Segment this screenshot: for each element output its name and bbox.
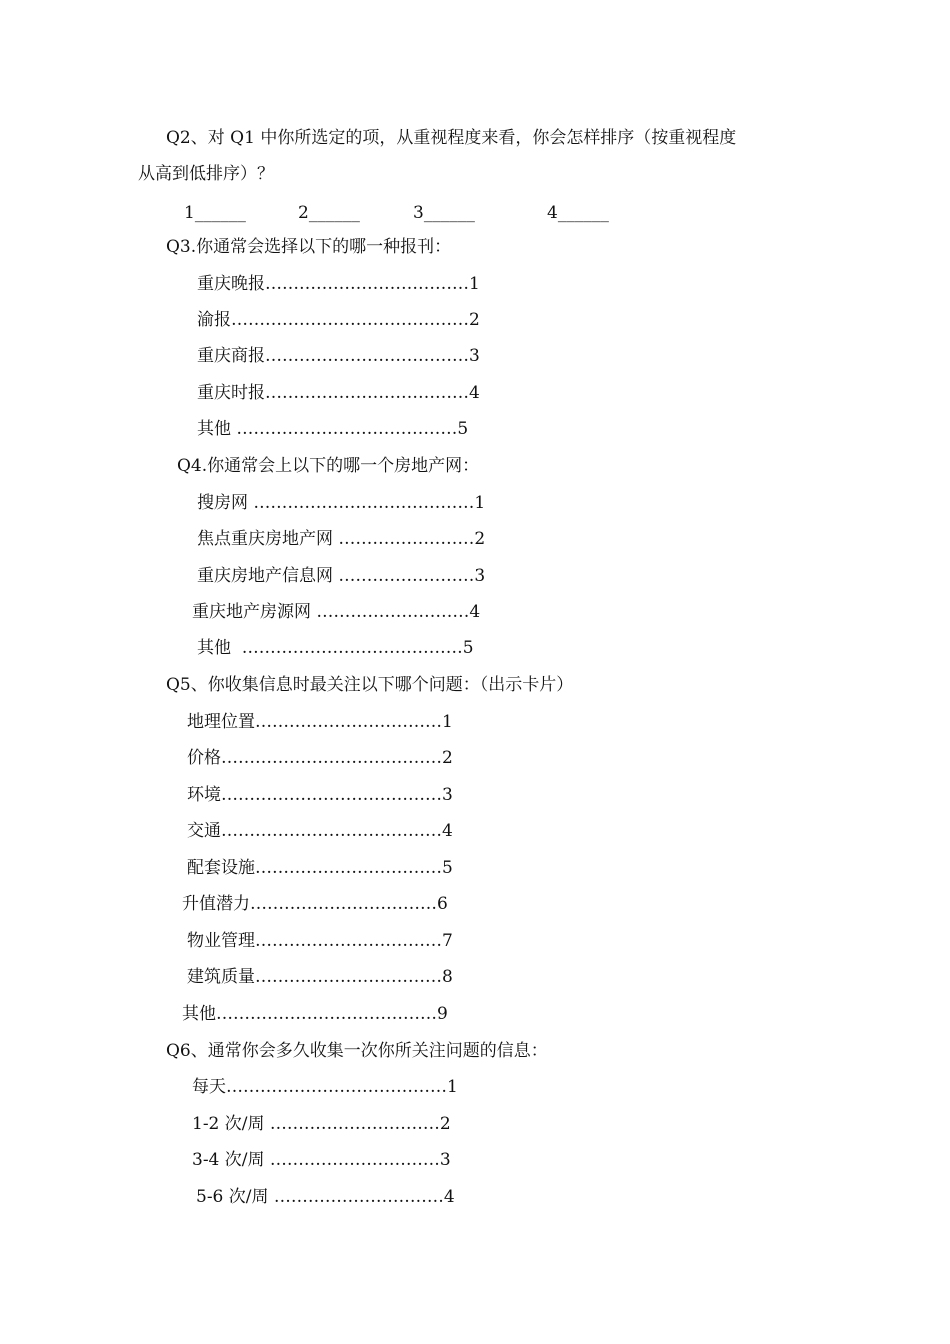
q6-option[interactable]: 3-4 次/周 …………………………3	[192, 1150, 451, 1170]
q6-option[interactable]: 1-2 次/周 …………………………2	[192, 1114, 451, 1134]
q4-option[interactable]: 重庆地产房源网 ………………………4	[192, 602, 481, 622]
q4-option[interactable]: 其他 …………………………………5	[197, 638, 474, 658]
q5-option[interactable]: 价格…………………………………2	[187, 748, 453, 768]
q2-blank-3[interactable]: 3______	[413, 203, 475, 223]
q6-question-title: Q6、通常你会多久收集一次你所关注问题的信息：	[166, 1041, 548, 1061]
q2-question-line2: 从高到低排序）？	[138, 164, 274, 184]
q5-option[interactable]: 建筑质量……………………………8	[187, 967, 453, 987]
q3-option[interactable]: 渝报……………………………………2	[197, 310, 480, 330]
q5-option[interactable]: 升值潜力……………………………6	[182, 894, 448, 914]
q2-blank-4[interactable]: 4______	[547, 203, 609, 223]
q6-option[interactable]: 5-6 次/周 …………………………4	[196, 1187, 455, 1207]
q4-question-title: Q4.你通常会上以下的哪一个房地产网：	[177, 456, 480, 476]
q4-option[interactable]: 重庆房地产信息网 ……………………3	[197, 566, 486, 586]
q4-option[interactable]: 焦点重庆房地产网 ……………………2	[197, 529, 486, 549]
q2-question-line1: Q2、对 Q1 中你所选定的项，从重视程度来看，你会怎样排序（按重视程度	[166, 128, 737, 148]
q2-blank-1[interactable]: 1______	[184, 203, 246, 223]
q3-option[interactable]: 重庆商报………………………………3	[197, 346, 480, 366]
q3-option[interactable]: 其他 …………………………………5	[197, 419, 469, 439]
q5-option[interactable]: 地理位置……………………………1	[187, 712, 453, 732]
q4-option[interactable]: 搜房网 …………………………………1	[197, 493, 486, 513]
q2-blank-2[interactable]: 2______	[298, 203, 360, 223]
q5-option[interactable]: 配套设施……………………………5	[187, 858, 453, 878]
q5-option[interactable]: 环境…………………………………3	[187, 785, 453, 805]
q5-option[interactable]: 其他…………………………………9	[182, 1004, 448, 1024]
q3-question-title: Q3.你通常会选择以下的哪一种报刊：	[166, 237, 452, 257]
q3-option[interactable]: 重庆晚报………………………………1	[197, 274, 480, 294]
q3-option[interactable]: 重庆时报………………………………4	[197, 383, 480, 403]
q5-option[interactable]: 交通…………………………………4	[187, 821, 453, 841]
q5-question-title: Q5、你收集信息时最关注以下哪个问题：（出示卡片）	[166, 675, 574, 695]
q5-option[interactable]: 物业管理……………………………7	[187, 931, 453, 951]
q6-option[interactable]: 每天…………………………………1	[192, 1077, 458, 1097]
